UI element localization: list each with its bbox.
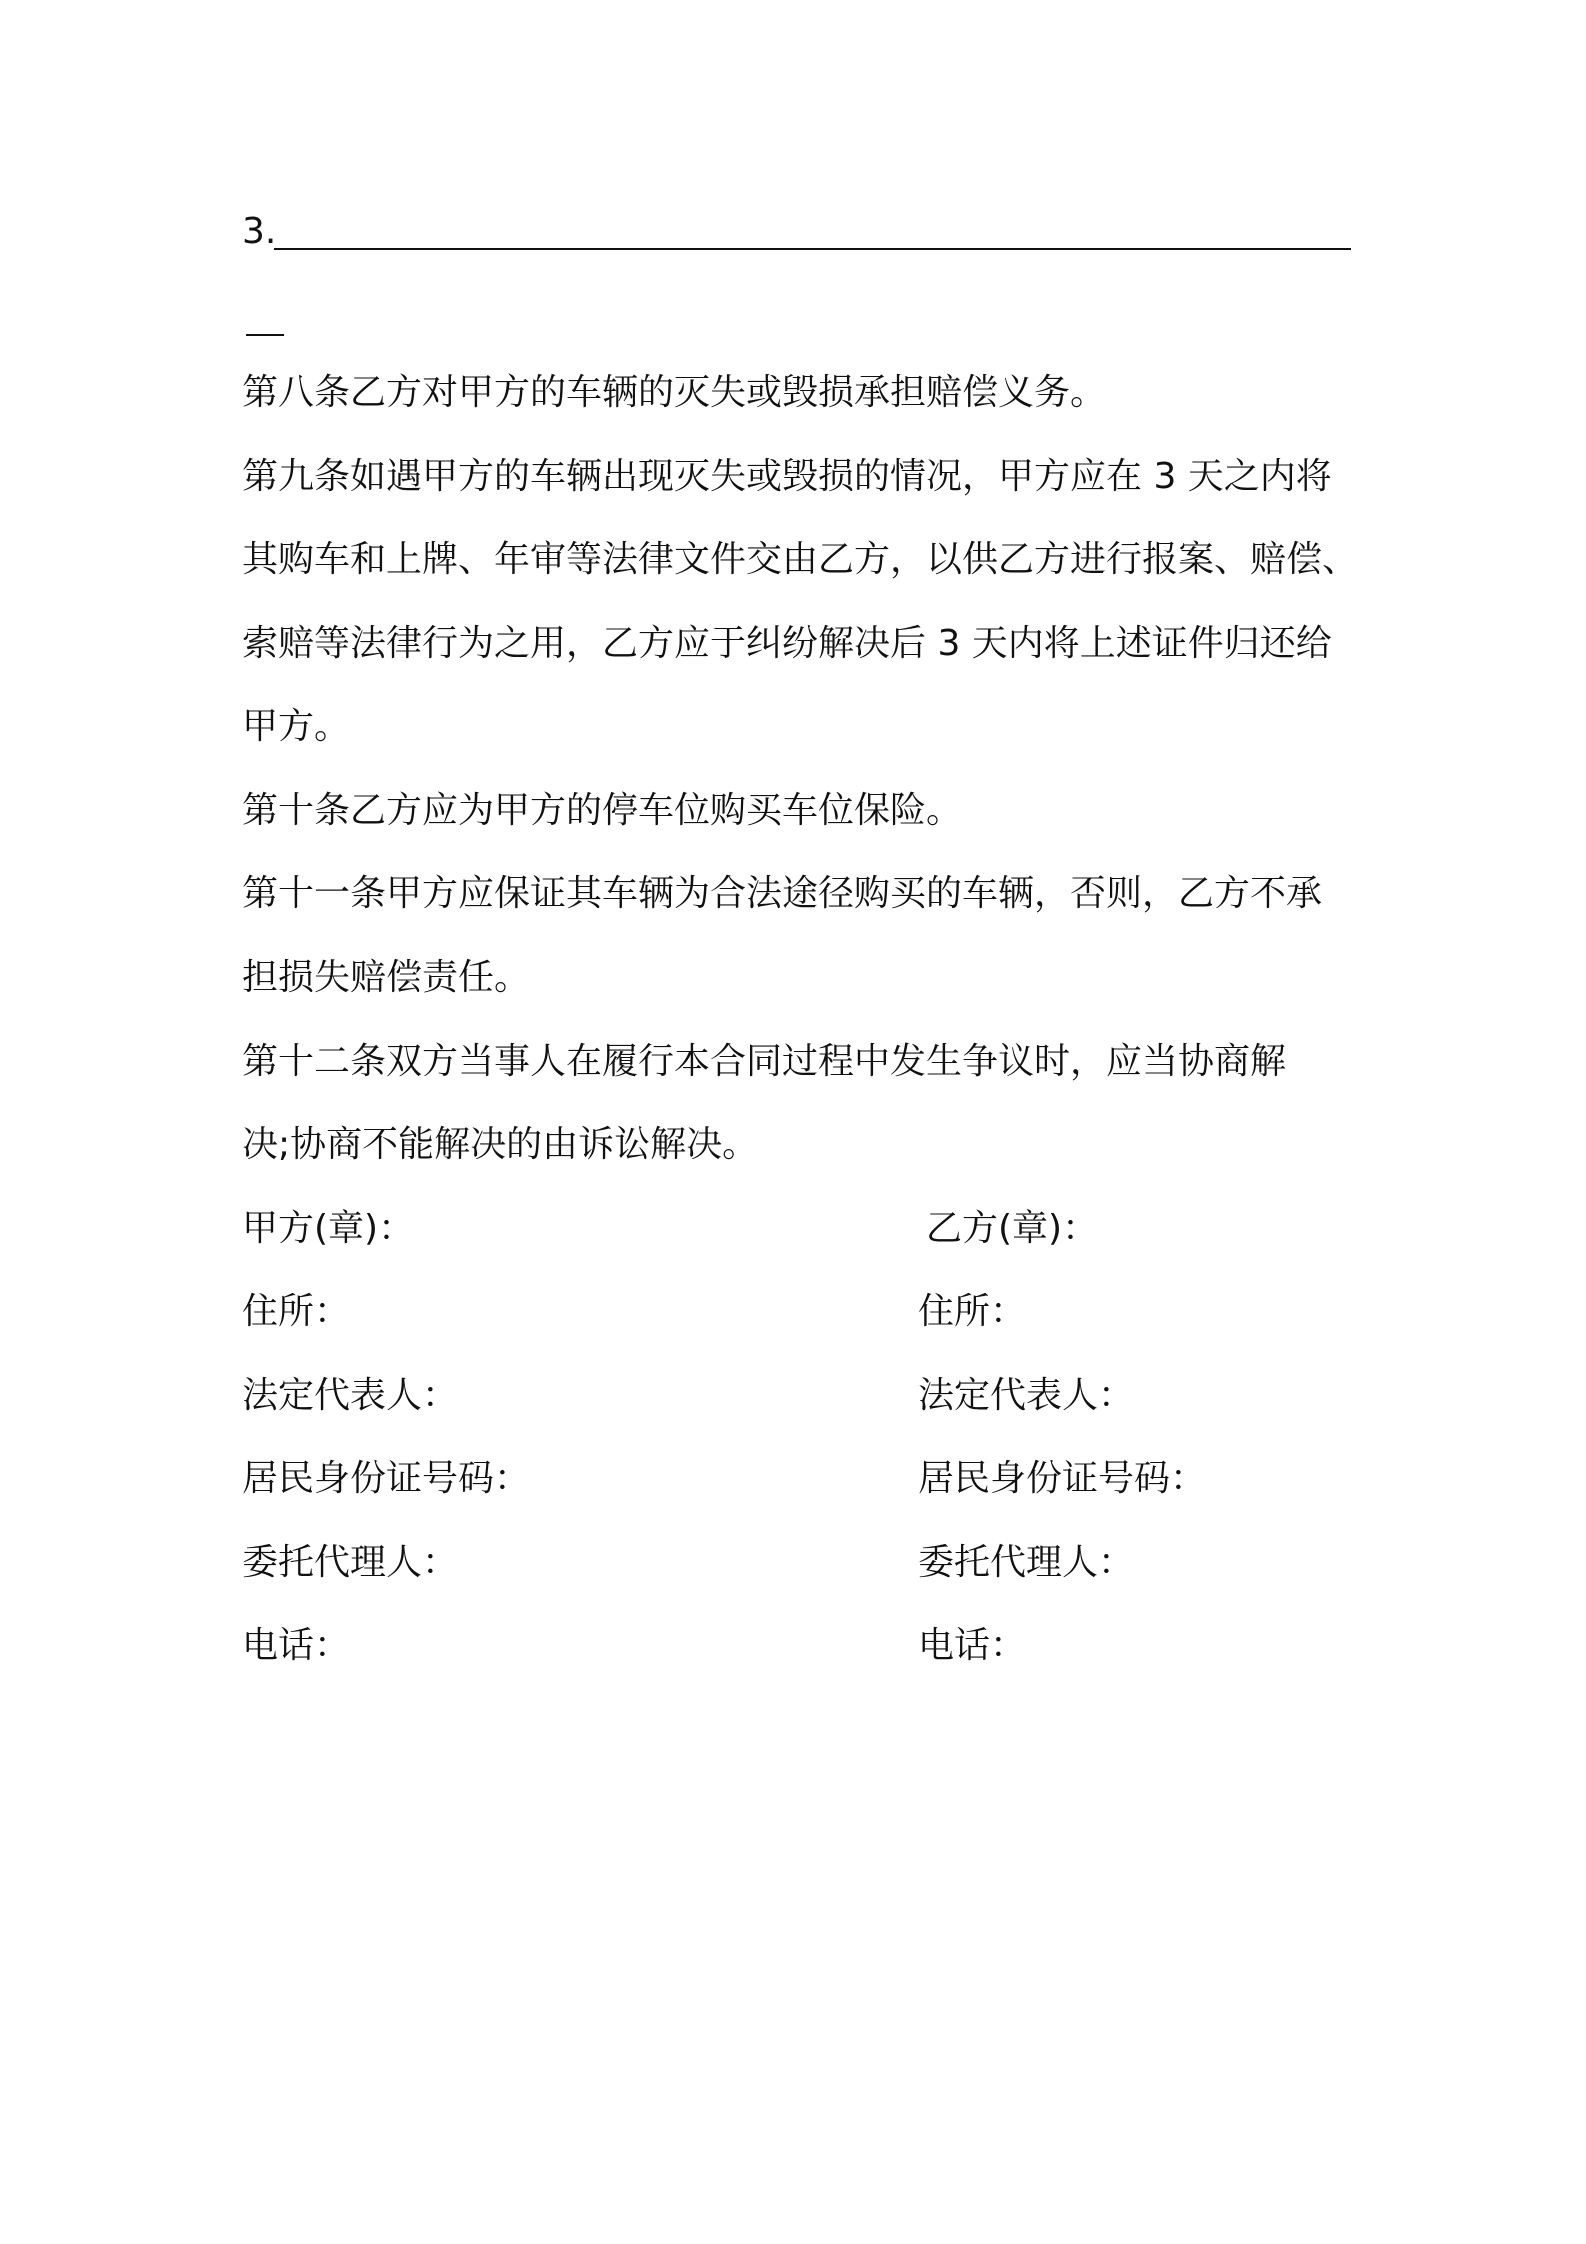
party-b-legal-rep-label: 法定代表人： — [918, 1375, 1135, 1416]
party-b-agent-label: 委托代理人： — [918, 1542, 1135, 1583]
party-b-seal-label: 乙方(章)： — [926, 1208, 1099, 1249]
party-b-id-number-label: 居民身份证号码： — [918, 1458, 1207, 1499]
clause-9-line-1: 第九条如遇甲方的车辆出现灭失或毁损的情况，甲方应在 3 天之内将 — [242, 456, 1332, 497]
clause-11-line-2: 担损失赔偿责任。 — [242, 957, 531, 998]
clause-12-line-2: 决;协商不能解决的由诉讼解决。 — [242, 1124, 759, 1165]
clause-9-line-4: 甲方。 — [242, 706, 351, 747]
party-a-phone-label: 电话： — [242, 1625, 351, 1666]
party-b-address-label: 住所： — [918, 1291, 1027, 1332]
party-a-address-label: 住所： — [242, 1291, 351, 1332]
party-a-id-number-label: 居民身份证号码： — [242, 1458, 531, 1499]
item-3-blank-line — [274, 248, 1351, 250]
clause-11-line-1: 第十一条甲方应保证其车辆为合法途径购买的车辆，否则，乙方不承 — [242, 873, 1323, 914]
clause-9-line-2: 其购车和上牌、年审等法律文件交由乙方，以供乙方进行报案、赔偿、 — [242, 539, 1359, 580]
party-a-legal-rep-label: 法定代表人： — [242, 1375, 459, 1416]
item-3-blank-line-continued — [246, 334, 284, 336]
party-b-phone-label: 电话： — [918, 1625, 1027, 1666]
clause-10-line-1: 第十条乙方应为甲方的停车位购买车位保险。 — [242, 790, 963, 831]
clause-8-line-1: 第八条乙方对甲方的车辆的灭失或毁损承担赔偿义务。 — [242, 372, 1107, 413]
party-a-seal-label: 甲方(章)： — [242, 1208, 415, 1249]
party-a-agent-label: 委托代理人： — [242, 1542, 459, 1583]
clause-9-line-3: 索赔等法律行为之用，乙方应于纠纷解决后 3 天内将上述证件归还给 — [242, 623, 1332, 664]
item-3-number: 3. — [242, 211, 277, 252]
clause-12-line-1: 第十二条双方当事人在履行本合同过程中发生争议时，应当协商解 — [242, 1041, 1287, 1082]
